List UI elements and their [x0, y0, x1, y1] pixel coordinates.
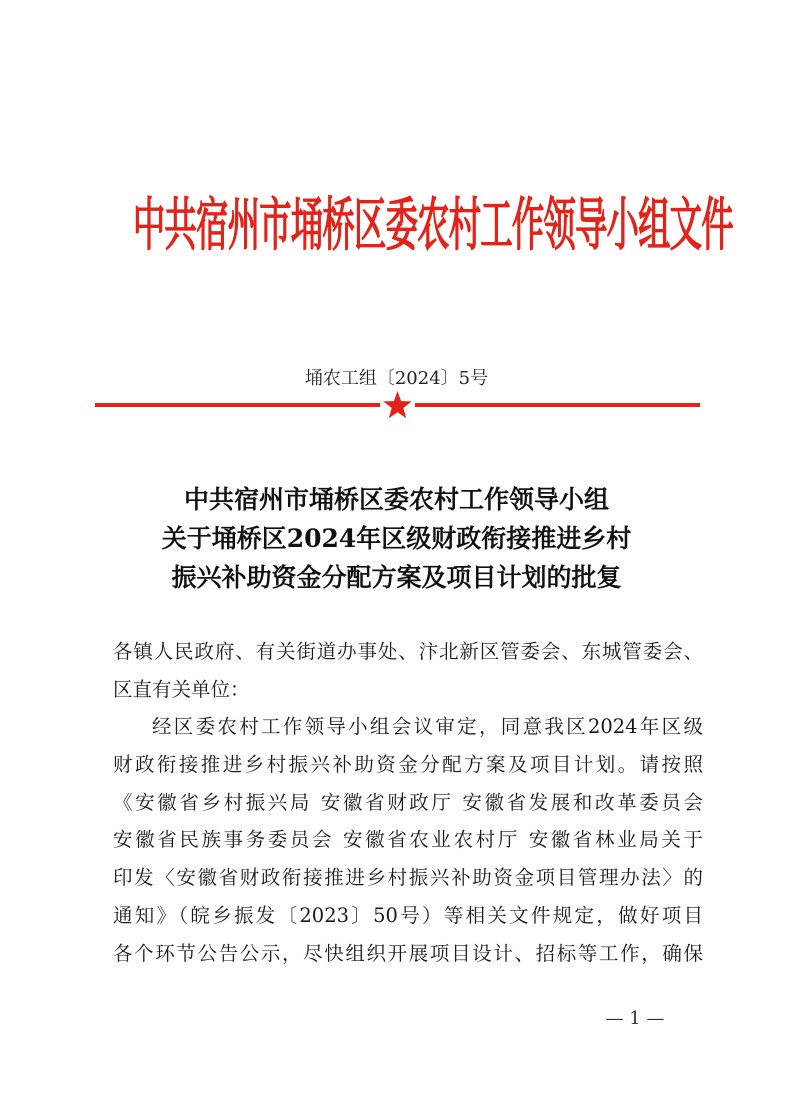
paragraph-line: 通知》（皖乡振发〔2023〕50号）等相关文件规定，做好项目: [113, 903, 703, 927]
document-title: [100, 480, 693, 597]
red-divider-rule: [95, 390, 700, 420]
document-body: [113, 633, 703, 972]
paragraph-line: 经区委农村工作领导小组会议审定，同意我区2024年区级: [152, 715, 703, 739]
paragraph-line: 印发〈安徽省财政衔接推进乡村振兴补助资金项目管理办法〉的: [113, 866, 703, 890]
document-number: 埇农工组〔2024〕5号: [304, 368, 489, 389]
title-line: 关于埇桥区2024年区级财政衔接推进乡村: [161, 524, 632, 553]
paragraph-line: 各个环节公告公示，尽快组织开展项目设计、招标等工作，确保: [113, 941, 703, 965]
paragraph-line: 《安徽省乡村振兴局 安徽省财政厅 安徽省发展和改革委员会: [113, 790, 703, 814]
star-icon: [383, 391, 412, 418]
title-line: 中共宿州市埇桥区委农村工作领导小组: [183, 485, 609, 514]
issuer-header-title: 中共宿州市埇桥区委农村工作领导小组文件: [132, 191, 733, 259]
salutation-line: 区直有关单位：: [113, 677, 250, 701]
paragraph-line: 财政衔接推进乡村振兴补助资金分配方案及项目计划。请按照: [113, 753, 703, 777]
paragraph-line: 安徽省民族事务委员会 安徽省农业农村厅 安徽省林业局关于: [113, 828, 703, 852]
salutation-line: 各镇人民政府、有关街道办事处、汴北新区管委会、东城管委会、: [113, 640, 703, 663]
title-line: 振兴补助资金分配方案及项目计划的批复: [171, 563, 622, 592]
page-number: — 1 —: [605, 1008, 665, 1029]
